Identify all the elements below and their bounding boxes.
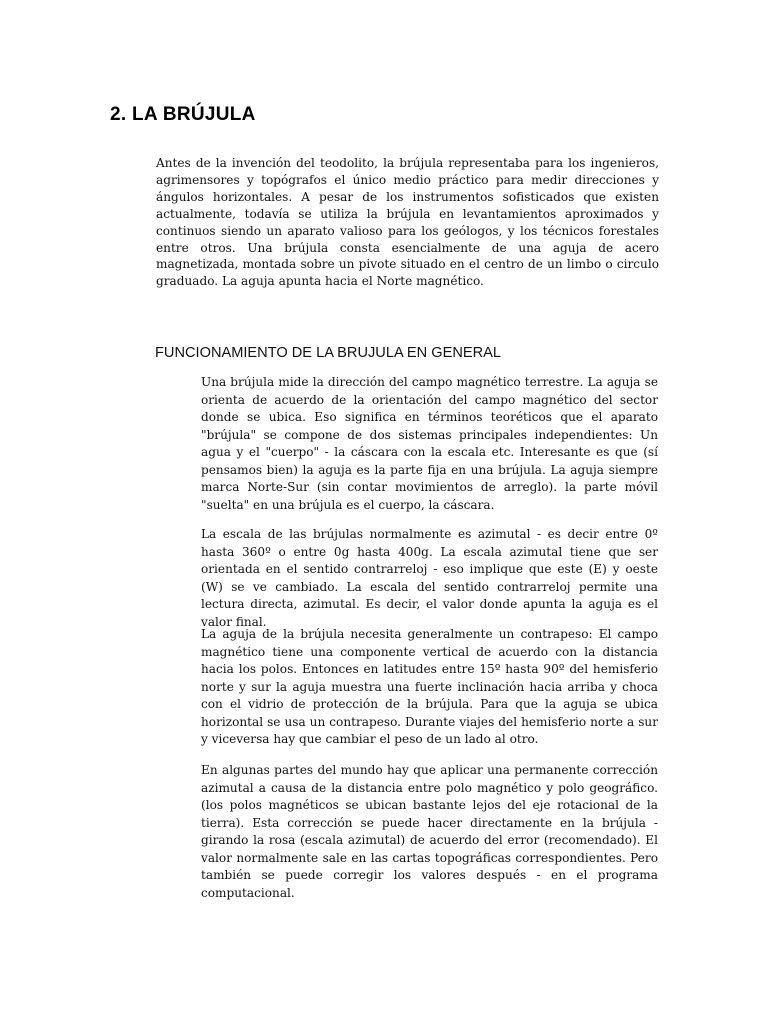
- paragraph-counterweight: La aguja de la brújula necesita generalmente un contrapeso: El campo magnético tiene una componente vertical de acuerdo con la distancia hacia los polos. Entonces en latitudes entre 15º hasta 90º del hemisferio norte y sur la aguja muestra una fuerte inclinación hacia arriba y choca con el vidrio de protección de la brújula. Para que la aguja se ubica horizontal se usa un contrapeso. Durante viajes del hemisferio norte a sur y viceversa hay que cambiar el peso de un lado al otro.: [201, 627, 658, 746]
- paragraph-field-direction: Una brújula mide la dirección del campo magnético terrestre. La aguja se orienta de acuerdo de la orientación del campo magnético del sector donde se ubica. Eso significa en términos teoréticos que el aparato "brújula" se compone de dos sistemas principales independientes: Un agua y el "cuerpo" - la cáscara con la escala etc. Interesante es que (sí pensamos bien) la aguja es la parte fija en una brújula. La aguja siempre marca Norte-Sur (sin contar movimientos de arreglo). la parte móvil "suelta" en una brújula es el cuerpo, la cáscara.: [201, 375, 658, 512]
- section-title: 2. LA BRÚJULA: [110, 104, 256, 125]
- subsection-title: FUNCIONAMIENTO DE LA BRUJULA EN GENERAL: [155, 345, 502, 361]
- intro-paragraph: Antes de la invención del teodolito, la brújula representaba para los ingenieros, agrimensores y topógrafos el único medio práctico para medir direcciones y ángulos horizontales. A pesar de los instrumentos sofisticados que existen actualmente, todavía se utiliza la brújula en levantamientos aproximados y continuos siendo un aparato valioso para los geólogos, y los técnicos forestales entre otros. Una brújula consta esencialmente de una aguja de acero magnetizada, montada sobre un pivote situado en el centro de un limbo o circulo graduado. La aguja apunta hacia el Norte magnético.: [156, 156, 659, 289]
- paragraph-azimuthal-scale: La escala de las brújulas normalmente es azimutal - es decir entre 0º hasta 360º o entre 0g hasta 400g. La escala azimutal tiene que ser orientada en el sentido contrarreloj - eso implique que este (E) y oeste (W) se ve cambiado. La escala del sentido contrarreloj permite una lectura directa, azimutal. Es decir, el valor donde apunta la aguja es el valor final.: [201, 527, 658, 629]
- paragraph-azimuth-correction: En algunas partes del mundo hay que aplicar una permanente corrección azimutal a causa de la distancia entre polo magnético y polo geográfico. (los polos magnéticos se ubican bastante lejos del eje rotacional de la tierra). Esta corrección se puede hacer directamente en la brújula - girando la rosa (escala azimutal) de acuerdo del error (recomendado). El valor normalmente sale en las cartas topográficas correspondientes. Pero también se puede corregir los valores después - en el programa computacional.: [201, 763, 658, 900]
